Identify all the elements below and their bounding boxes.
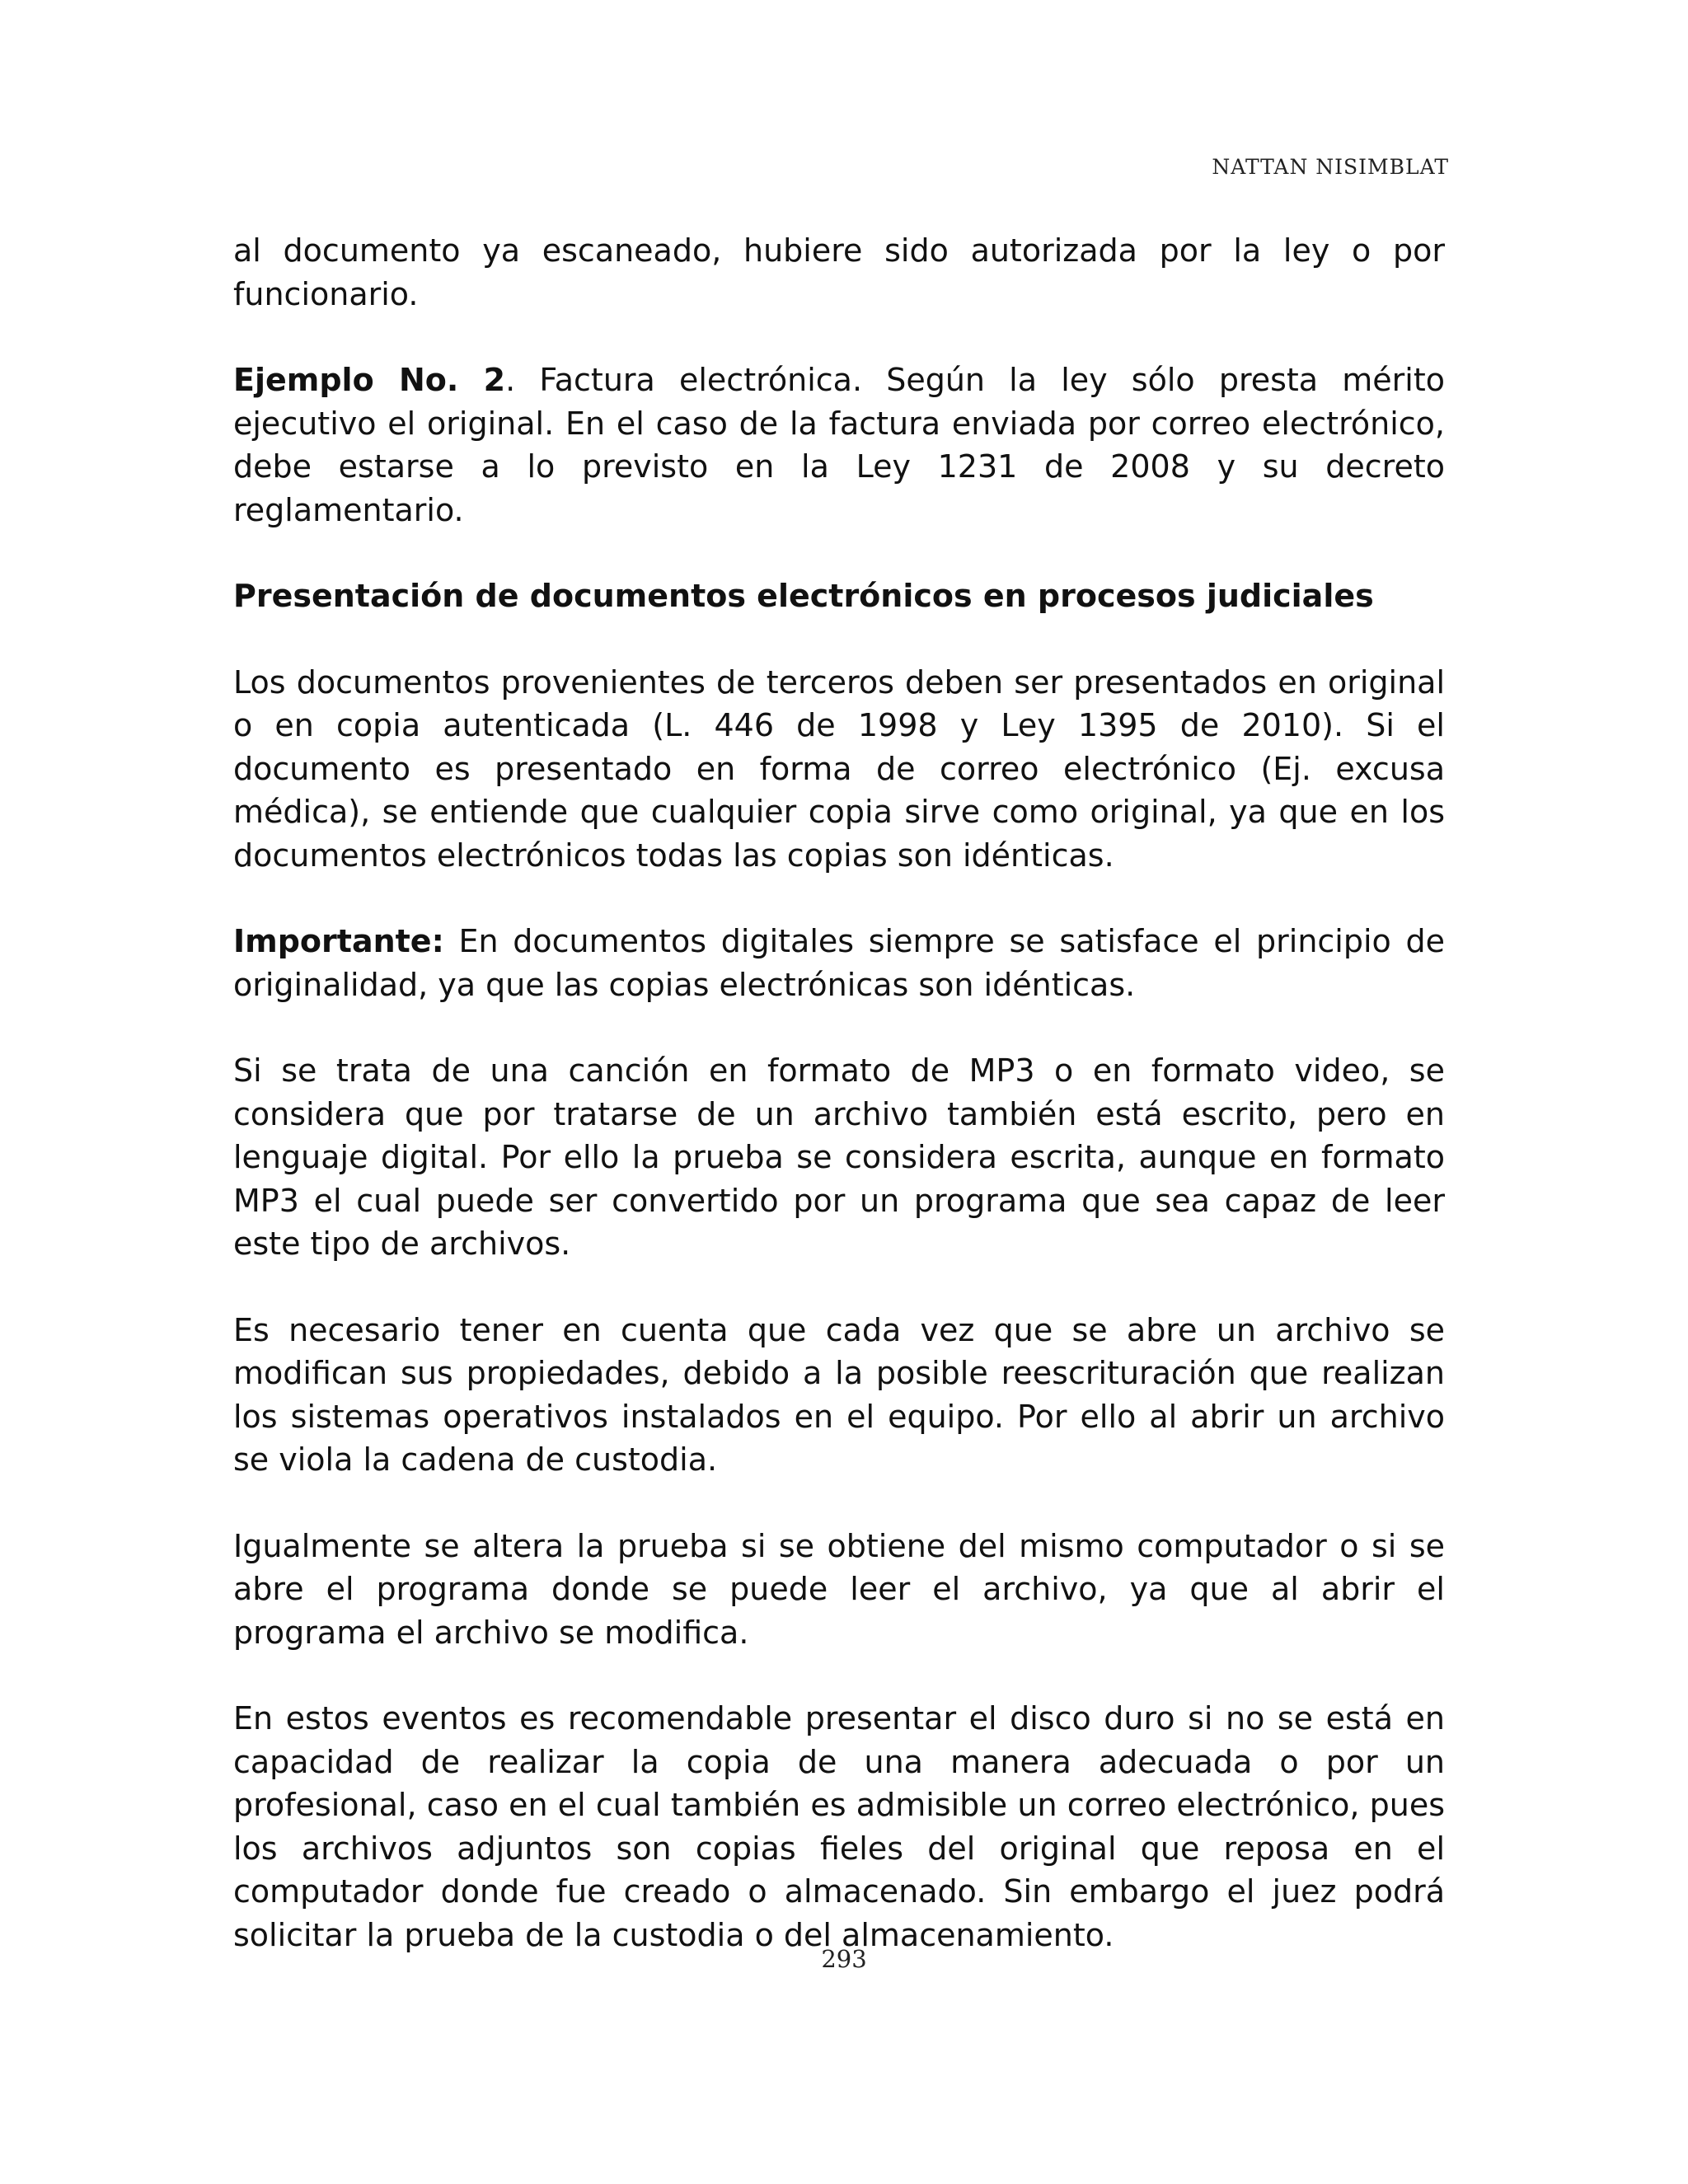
body-text <box>233 229 1445 1999</box>
important-text: En documentos digitales siempre se satisface el principio de originalidad, ya que las copias electrónicas son idénticas. <box>233 923 1445 1003</box>
example-label: Ejemplo No. 2 <box>233 362 506 398</box>
example-text: . Factura electrónica. Según la ley sólo presta mérito ejecutivo el original. En el caso de la factura enviada por correo electrónico, debe estarse a lo previsto en la Ley 1231 de 2008 y su decreto reglamentario. <box>233 362 1445 528</box>
paragraph-chain-of-custody: Es necesario tener en cuenta que cada vez que se abre un archivo se modifican sus propiedades, debido a la posible reescrituración que realizan los sistemas operativos instalados en el equipo. Por ello al abrir un archivo se viola la cadena de custodia. <box>233 1311 1445 1478</box>
important-label: Importante: <box>233 923 444 959</box>
paragraph-altered-evidence: Igualmente se altera la prueba si se obtiene del mismo computador o si se abre el programa donde se puede leer el archivo, ya que al abrir el programa el archivo se modifica. <box>233 1527 1445 1651</box>
paragraph-mp3: Si se trata de una canción en formato de MP3 o en formato video, se considera que por tratarse de un archivo también está escrito, pero en lenguaje digital. Por ello la prueba se considera escrita, aunque en formato MP3 el cual puede ser convertido por un programa que sea capaz de leer este tipo de archivos. <box>233 1052 1445 1262</box>
paragraph-third-party-documents: Los documentos provenientes de terceros deben ser presentados en original o en copia autenticada (L. 446 de 1998 y Ley 1395 de 2010). Si el documento es presentado en forma de correo electrónico (Ej. excusa médica), se entiende que cualquier copia sirve como original, ya que en los documentos electrónicos todas las copias son idénticas. <box>233 663 1445 874</box>
section-heading: Presentación de documentos electrónicos en procesos judiciales <box>233 578 1374 614</box>
running-head-author: NATTAN NISIMBLAT <box>1212 155 1449 179</box>
paragraph-important <box>233 920 1445 1006</box>
paragraph-hard-drive: En estos eventos es recomendable presentar el disco duro si no se está en capacidad de realizar la copia de una manera adecuada o por un profesional, caso en el cual también es admisible un correo electrónico, pues los archivos adjuntos son copias fieles del original que reposa en el computador donde fue creado o almacenado. Sin embargo el juez podrá solicitar la prueba de la custodia o del almacenamiento. <box>233 1700 1445 1953</box>
page-number: 293 <box>821 1945 867 1973</box>
paragraph-continuation: al documento ya escaneado, hubiere sido autorizada por la ley o por funcionario. <box>233 232 1445 312</box>
paragraph-example-2 <box>233 359 1445 532</box>
